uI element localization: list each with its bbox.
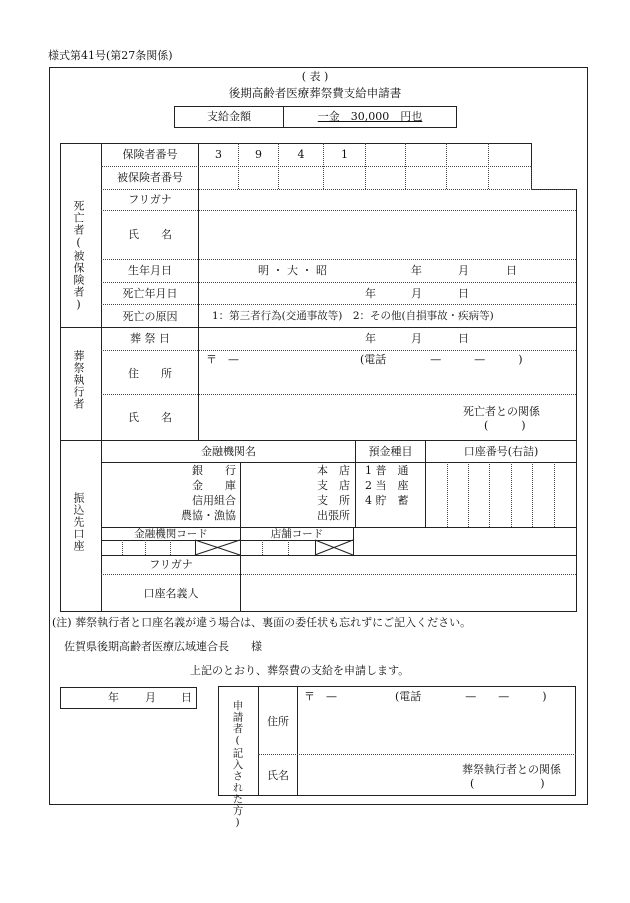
holder-label: 口座名義人 — [143, 587, 199, 600]
insurer-digit: 3 — [215, 148, 222, 161]
funeral-relation-label: 死亡者との関係 — [463, 405, 540, 418]
applicant-section-label: 申請者(記入された方) — [231, 700, 244, 830]
insured-no-label: 被保険者番号 — [117, 171, 183, 184]
funeral-date-label: 葬 祭 日 — [130, 332, 170, 345]
statement: 上記のとおり、葬祭費の支給を申請します。 — [190, 664, 410, 677]
funeral-day-unit: 日 — [458, 332, 469, 345]
note-text: (注) 葬祭執行者と口座名義が違う場合は、裏面の委任状も忘れずにご記入ください。 — [52, 616, 472, 629]
funeral-month-unit: 月 — [411, 332, 422, 345]
funeral-address-label: 住 所 — [128, 367, 172, 380]
apply-month-unit: 月 — [145, 691, 156, 704]
side-label: ( 表 ) — [301, 70, 329, 83]
deposit-type-ordinary: 1 普 通 — [365, 464, 409, 477]
birth-day-unit: 日 — [506, 264, 517, 277]
funeral-postal-mark: 〒 — — [206, 353, 239, 366]
applicant-name-label: 氏名 — [267, 769, 289, 782]
deceased-section-label: 死亡者(被保険者) — [72, 200, 85, 312]
apply-day-unit: 日 — [181, 691, 192, 704]
deposit-type-savings: 4 貯 蓄 — [365, 494, 409, 507]
branch-type-main: 本 店 — [317, 464, 350, 477]
cause-label: 死亡の原因 — [122, 310, 178, 323]
deceased-name-label: 氏 名 — [128, 228, 172, 241]
branch-code-label: 店舗コード — [270, 528, 324, 540]
applicant-relation-paren: ( ) — [470, 777, 545, 790]
insurer-no-label: 保険者番号 — [122, 148, 178, 161]
account-no-header: 口座番号(右詰) — [463, 445, 539, 458]
inst-type-shinkin: 金 庫 — [192, 479, 236, 492]
bank-section-label: 振込先口座 — [72, 492, 85, 552]
deposit-type-header: 預金種目 — [368, 445, 413, 458]
death-month-unit: 月 — [411, 287, 422, 300]
birth-label: 生年月日 — [128, 264, 172, 277]
branch-type-sub: 支 所 — [317, 494, 350, 507]
amount-value: 一金 30,000 円也 — [317, 110, 423, 123]
inst-type-bank: 銀 行 — [192, 464, 236, 477]
insurer-digit: 9 — [255, 148, 262, 161]
death-date-label: 死亡年月日 — [122, 287, 178, 300]
funeral-section-label: 葬祭執行者 — [72, 350, 85, 410]
inst-type-coop: 農協・漁協 — [181, 509, 236, 522]
deceased-furigana-label: フリガナ — [128, 193, 172, 206]
insurer-digit: 4 — [297, 148, 305, 161]
apply-year-unit: 年 — [108, 691, 119, 704]
date-box — [60, 687, 197, 709]
holder-furigana-label: フリガナ — [149, 558, 193, 571]
funeral-year-unit: 年 — [365, 332, 376, 345]
birth-month-unit: 月 — [458, 264, 469, 277]
funeral-phone: (電話 — — ) — [360, 353, 523, 366]
applicant-phone: (電話 — — ) — [395, 690, 547, 703]
form-number: 様式第41号(第27条関係) — [48, 49, 173, 62]
inst-header: 金融機関名 — [201, 445, 256, 458]
cause-options: 1：第三者行為(交通事故等) 2：その他(自損事故・疾病等) — [212, 310, 494, 322]
birth-eras: 明 ・ 大 ・ 昭 — [258, 264, 327, 277]
amount-label: 支給金額 — [207, 110, 251, 123]
applicant-postal-mark: 〒 — — [304, 690, 337, 703]
inst-type-credit-union: 信用組合 — [192, 494, 236, 507]
addressee: 佐賀県後期高齢者医療広域連合長 様 — [64, 640, 262, 653]
funeral-name-label: 氏 名 — [128, 411, 172, 424]
applicant-address-label: 住所 — [267, 715, 289, 728]
applicant-relation-label: 葬祭執行者との関係 — [462, 763, 561, 776]
death-year-unit: 年 — [365, 287, 376, 300]
inst-code-label: 金融機関コード — [134, 528, 208, 540]
branch-type-office: 出張所 — [317, 509, 350, 522]
deposit-type-current: 2 当 座 — [365, 479, 409, 492]
insurer-digit: 1 — [341, 148, 348, 161]
funeral-relation-paren: ( ) — [484, 419, 526, 432]
birth-year-unit: 年 — [411, 264, 422, 277]
form-title: 後期高齢者医療葬祭費支給申請書 — [228, 86, 402, 100]
death-day-unit: 日 — [458, 287, 469, 300]
branch-type-branch: 支 店 — [317, 479, 350, 492]
